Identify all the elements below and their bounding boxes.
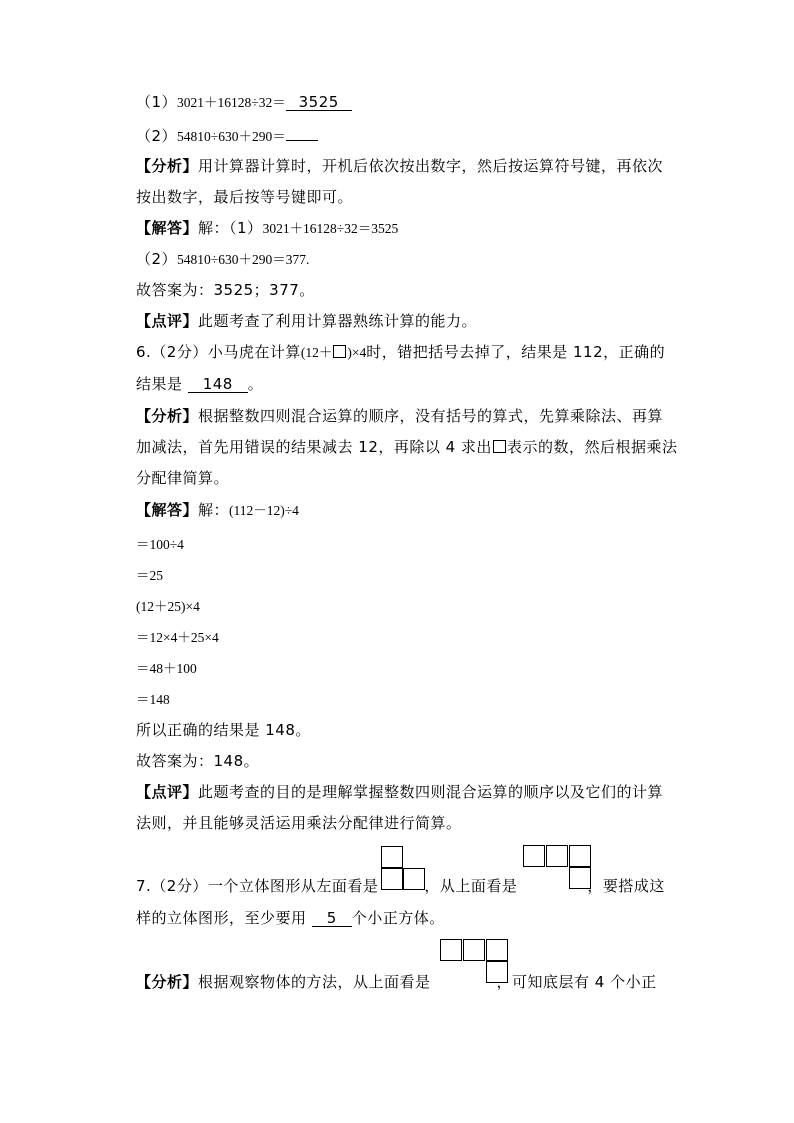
q6-conclusion: 所以正确的结果是 148。: [136, 721, 311, 739]
answer-blank: [286, 124, 318, 141]
q6-step: ＝25: [136, 568, 163, 583]
q5-answer: 故答案为：3525；377。: [136, 281, 315, 299]
q6-step: ＝48＋100: [136, 661, 197, 676]
q6-step: (12＋25)×4: [136, 599, 200, 614]
q6-analysis-cont2: 分配律简算。: [136, 469, 230, 487]
q6-stem: 6.（2分）小马虎在计算(12＋ )×4时，错把括号去掉了，结果是 112，正确的: [136, 343, 666, 361]
q5-comment: 【点评】此题考查了利用计算器熟练计算的能力。: [136, 312, 478, 330]
q6-step: ＝100÷4: [136, 537, 184, 552]
q6-step: ＝12×4＋25×4: [136, 630, 219, 645]
q7-stem: 7.（2分）一个立体图形从左面看是 ，从上面看是 ，要搭成这: [136, 877, 665, 895]
answer-blank: 148: [188, 376, 248, 393]
q5-solution: 【解答】解：（1）3021＋16128÷32＝3525: [136, 219, 399, 237]
q5-solution-2: （2）54810÷630＋290＝377.: [136, 250, 310, 268]
q6-step: ＝148: [136, 692, 170, 707]
q5-part1: （1）3021＋16128÷32＝ 3525: [136, 92, 352, 113]
q6-stem-cont: 结果是 148 。: [136, 375, 264, 393]
q6-solution: 【解答】解：(112－12)÷4: [136, 501, 299, 519]
q6-comment-cont: 法则，并且能够灵活运用乘法分配律进行简算。: [136, 814, 462, 832]
answer-blank: 5: [312, 910, 352, 927]
q6-comment: 【点评】此题考查的目的是理解掌握整数四则混合运算的顺序以及它们的计算: [136, 783, 664, 801]
left-view-figure: [381, 846, 427, 892]
q5-part2: （2）54810÷630＋290＝: [136, 124, 318, 147]
top-view-figure-analysis: [440, 939, 510, 985]
q6-analysis: 【分析】根据整数四则混合运算的顺序，没有括号的算式，先算乘除法、再算: [136, 407, 664, 425]
q6-analysis-cont: 加减法，首先用错误的结果减去 12，再除以 4 求出 表示的数，然后根据乘法: [136, 438, 678, 456]
blank-square-icon: [333, 345, 346, 358]
q7-analysis: 【分析】根据观察物体的方法，从上面看是 ，可知底层有 4 个小正: [136, 973, 657, 991]
q7-stem-cont: 样的立体图形，至少要用 5 个小正方体。: [136, 909, 445, 927]
q6-answer: 故答案为：148。: [136, 752, 260, 770]
blank-square-icon: [493, 440, 506, 453]
top-view-figure: [523, 845, 593, 891]
q5-analysis: 【分析】用计算器计算时，开机后依次按出数字，然后按运算符号键，再依次: [136, 157, 664, 175]
q5-analysis-cont: 按出数字，最后按等号键即可。: [136, 188, 354, 206]
answer-blank: 3525: [286, 94, 352, 111]
